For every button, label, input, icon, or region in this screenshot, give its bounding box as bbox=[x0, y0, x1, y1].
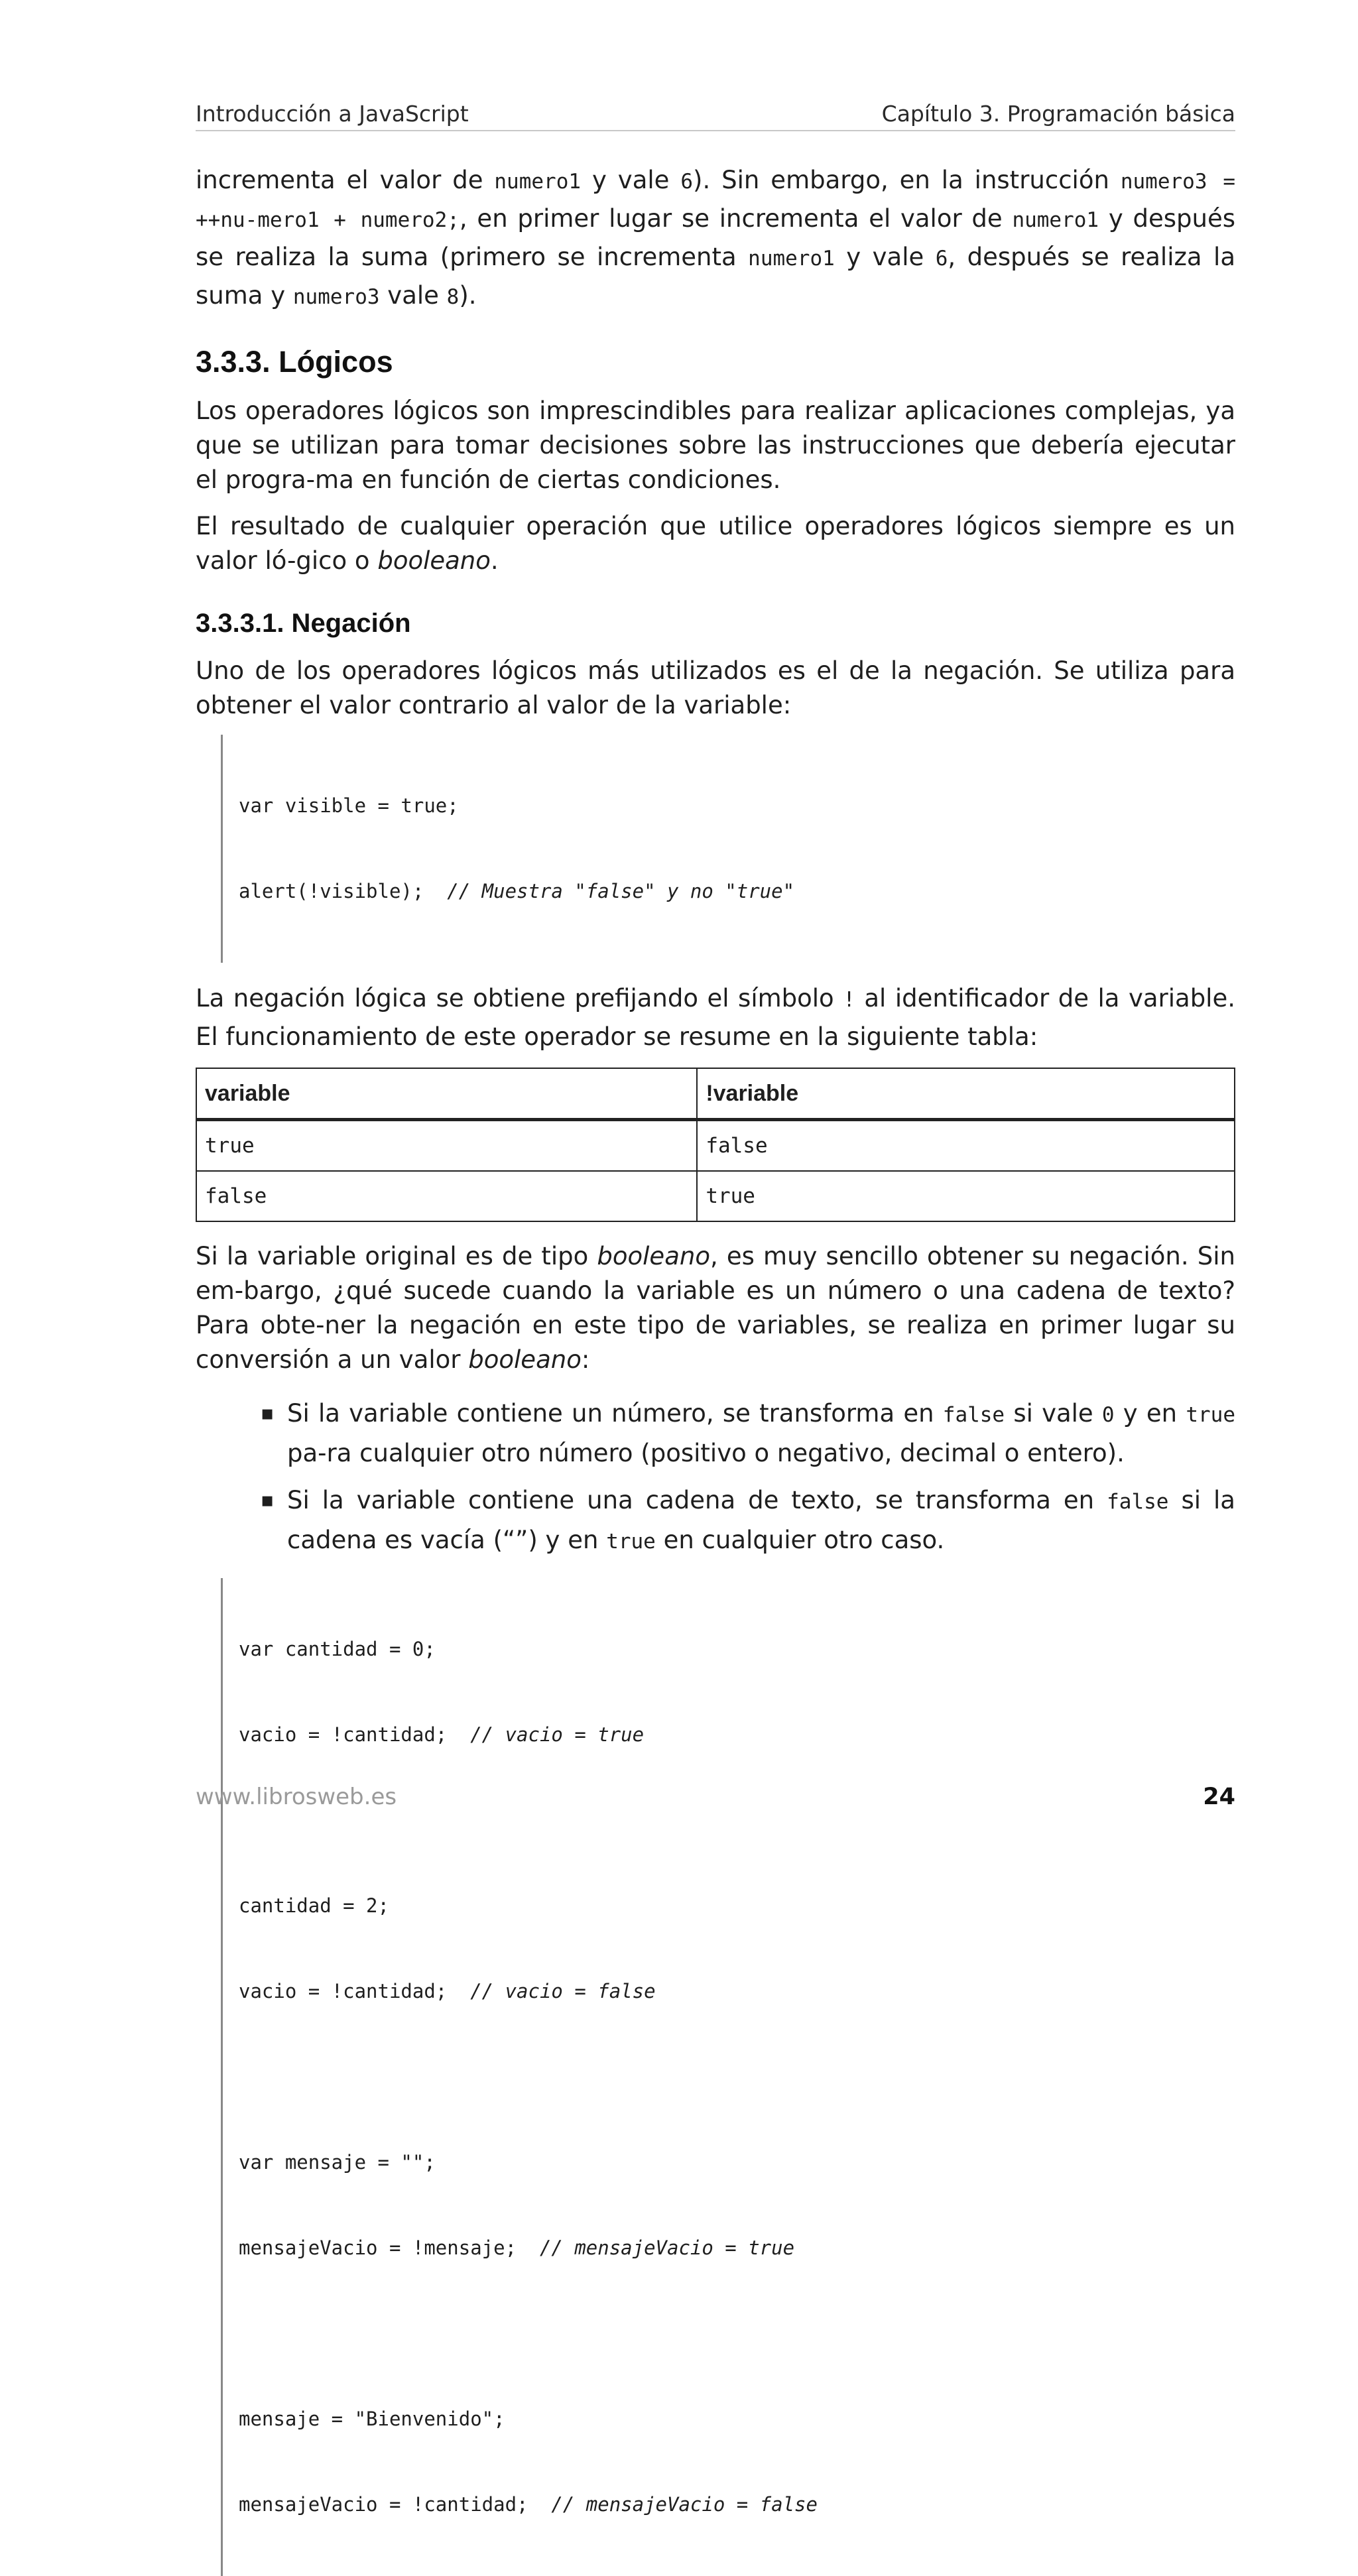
code-block-conversion bbox=[221, 1578, 1235, 2576]
code-line: vacio = !cantidad; // vacio = true bbox=[239, 1723, 645, 1746]
list-item: ▪ Si la variable contiene una cadena de texto, se transforma en false si la cadena es vacía (“”) y en true en cualquier otro caso. bbox=[196, 1481, 1235, 1561]
subsection-paragraph-2: La negación lógica se obtiene prefijando el símbolo ! al identificador de la variable. El funcionamiento de este operador se resume en la siguiente tabla: bbox=[196, 984, 1235, 1051]
page-number: 24 bbox=[1203, 1784, 1235, 1810]
code-line: var mensaje = ""; bbox=[239, 2151, 436, 2174]
code-line: mensaje = "Bienvenido"; bbox=[239, 2408, 505, 2430]
section-paragraph-2: El resultado de cualquier operación que utilice operadores lógicos siempre es un valor ló-gico o booleano. bbox=[196, 512, 1235, 575]
table-row bbox=[196, 1171, 1235, 1221]
subsection-heading: 3.3.3.1. Negación bbox=[196, 609, 411, 638]
bullet-icon: ▪ bbox=[261, 1489, 275, 1512]
code-block-negation bbox=[221, 735, 1235, 963]
subsection-paragraph-1: Uno de los operadores lógicos más utilizados es el de la negación. Se utiliza para obtener el valor contrario al valor de la variable: bbox=[196, 656, 1235, 719]
book-title: Introducción a JavaScript bbox=[196, 101, 469, 127]
section-heading: 3.3.3. Lógicos bbox=[196, 345, 393, 379]
table-cell: false bbox=[697, 1120, 1235, 1172]
table-cell: false bbox=[196, 1171, 697, 1221]
code-line: vacio = !cantidad; // vacio = false bbox=[239, 1980, 656, 2002]
subsection-paragraph-3: Si la variable original es de tipo booleano, es muy sencillo obtener su negación. Sin em-bargo, ¿qué sucede cuando la variable es un número o una cadena de texto? Para obte-ner la negación en este tipo de variables, se realiza en primer lugar su conversión a un valor booleano: bbox=[196, 1242, 1235, 1374]
site-url: www.librosweb.es bbox=[196, 1784, 397, 1810]
table-cell: true bbox=[196, 1120, 697, 1172]
table-header-row bbox=[196, 1068, 1235, 1120]
code-line: mensajeVacio = !mensaje; // mensajeVacio = true bbox=[239, 2237, 795, 2259]
code-line bbox=[239, 2319, 1235, 2348]
table-header-cell: !variable bbox=[697, 1068, 1235, 1120]
section-paragraph-1: Los operadores lógicos son imprescindibles para realizar aplicaciones complejas, ya que se utilizan para tomar decisiones sobre las instrucciones que debería ejecutar el progra-ma en función de ciertas condiciones. bbox=[196, 397, 1235, 494]
table-header-cell: variable bbox=[196, 1068, 697, 1120]
chapter-title: Capítulo 3. Programación básica bbox=[881, 101, 1235, 127]
intro-paragraph: incrementa el valor de numero1 y vale 6). Sin embargo, en la instrucción numero3 = ++nu-mero1 + numero2;, en primer lugar se incrementa el valor de numero1 y después se realiza la suma (primero se incrementa numero1 y vale 6, después se realiza la suma y numero3 vale 8). bbox=[196, 166, 1235, 310]
code-line: cantidad = 2; bbox=[239, 1894, 389, 1917]
code-line: var visible = true; bbox=[239, 794, 459, 817]
running-header bbox=[196, 99, 1235, 131]
page-content bbox=[196, 162, 1235, 2576]
table-cell: true bbox=[697, 1171, 1235, 1221]
conversion-rules-list bbox=[196, 1394, 1235, 1561]
page-footer bbox=[196, 1784, 1235, 1817]
bullet-icon: ▪ bbox=[261, 1402, 275, 1425]
table-row bbox=[196, 1120, 1235, 1172]
code-line: mensajeVacio = !cantidad; // mensajeVacio = false bbox=[239, 2493, 818, 2516]
code-line bbox=[239, 2063, 1235, 2091]
negation-table bbox=[196, 1068, 1235, 1222]
code-line: alert(!visible); // Muestra "false" y no "true" bbox=[239, 880, 795, 902]
code-line: var cantidad = 0; bbox=[239, 1638, 436, 1660]
list-item: ▪ Si la variable contiene un número, se transforma en false si vale 0 y en true pa-ra cualquier otro número (positivo o negativo, decimal o entero). bbox=[196, 1394, 1235, 1472]
